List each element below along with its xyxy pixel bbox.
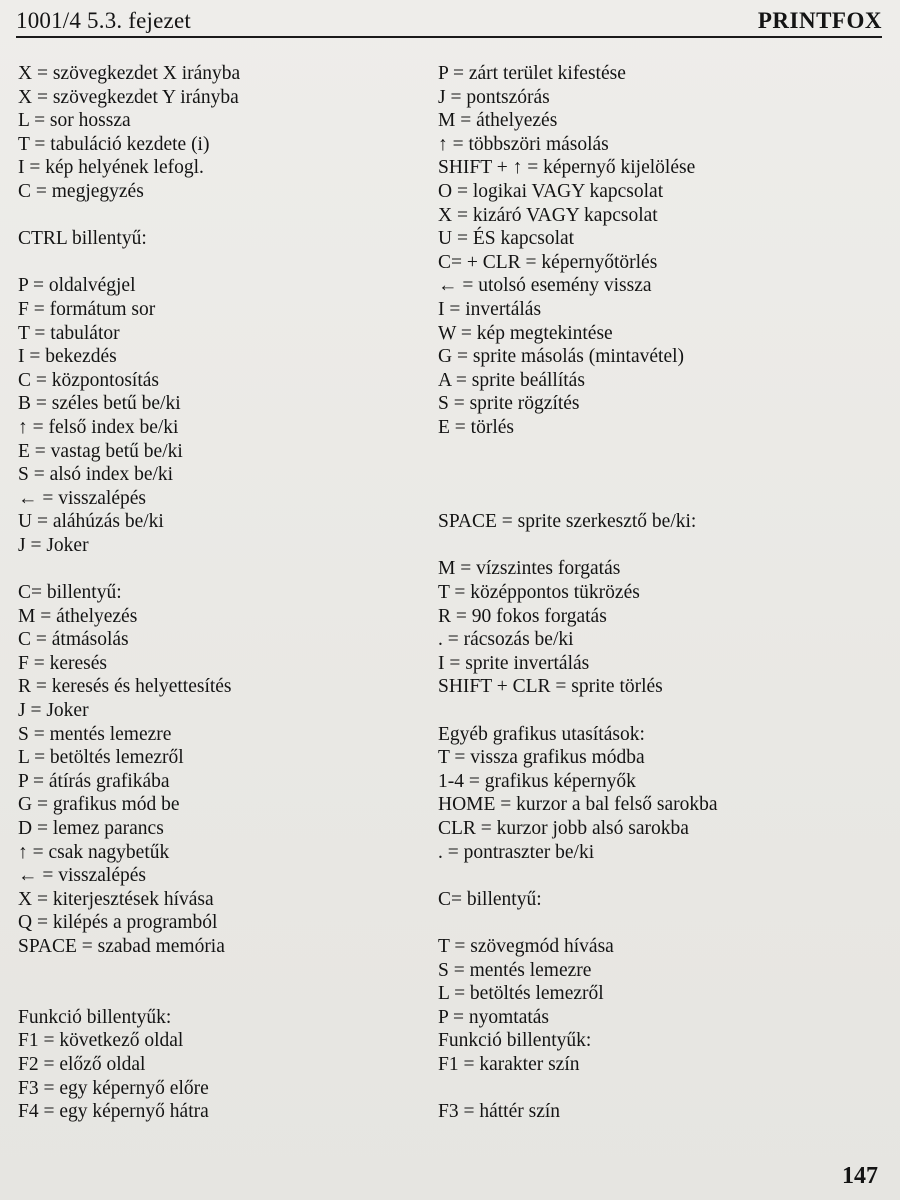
left-column-line: L = sor hossza — [18, 110, 131, 132]
right-column-spacer — [438, 864, 868, 888]
right-column-line: G = sprite másolás (mintavétel) — [438, 346, 685, 368]
left-column-line: R = keresés és helyettesítés — [18, 676, 232, 698]
right-column-line: SHIFT + CLR = sprite törlés — [438, 676, 663, 698]
left-column-line: E = vastag betű be/ki — [18, 440, 183, 462]
right-column-line: T = vissza grafikus módba — [438, 747, 645, 769]
left-column-line: B = széles betű be/ki — [18, 393, 181, 415]
left-column-line: CTRL billentyű: — [18, 228, 147, 250]
left-column-line: P = oldalvégjel — [18, 275, 136, 297]
left-column-spacer — [18, 959, 448, 983]
right-column-line: O = logikai VAGY kapcsolat — [438, 180, 664, 202]
left-column-line: D = lemez parancs — [18, 818, 164, 839]
right-column-line: M = áthelyezés — [438, 110, 558, 132]
right-column-line: C= + CLR = képernyőtörlés — [438, 251, 658, 273]
left-column-line: X = szövegkezdet X irányba — [18, 63, 241, 84]
left-column-line: X = szövegkezdet Y irányba — [18, 86, 239, 108]
right-column-spacer — [438, 534, 868, 558]
right-column-line: U = ÉS kapcsolat — [438, 228, 575, 250]
left-column-line: C= billentyű: — [18, 582, 122, 604]
left-column-line: ← = visszalépés — [18, 865, 146, 887]
left-column-line: C = átmásolás — [18, 629, 129, 651]
left-column-line: Funkció billentyűk: — [18, 1006, 172, 1028]
left-column-line: C = központosítás — [18, 369, 159, 391]
left-column-line: ← = visszalépés — [18, 487, 146, 509]
left-column-line: S = alsó index be/ki — [18, 464, 174, 486]
right-column-line: T = szövegmód hívása — [438, 935, 614, 957]
right-column-line: T = középpontos tükrözés — [438, 582, 640, 604]
left-column-line: G = grafikus mód be — [18, 794, 180, 816]
right-column-spacer — [438, 440, 868, 464]
right-column-line: L = betöltés lemezről — [438, 983, 604, 1005]
right-column-spacer — [438, 487, 868, 511]
left-column-line: ↑ = felső index be/ki — [18, 416, 179, 438]
right-column-line: . = rácsozás be/ki — [438, 629, 574, 651]
right-column-line: J = pontszórás — [438, 86, 550, 108]
page-header — [16, 6, 882, 38]
right-column-spacer — [438, 699, 868, 723]
right-column-line: F3 = háttér szín — [438, 1101, 561, 1123]
left-column-line: L = betöltés lemezről — [18, 747, 184, 769]
left-column-line: F = keresés — [18, 652, 107, 674]
left-column-line: P = átírás grafikába — [18, 770, 170, 792]
chapter-label: 1001/4 5.3. fejezet — [16, 8, 191, 33]
left-column-line: F4 = egy képernyő hátra — [18, 1101, 209, 1123]
left-column-line: T = tabuláció kezdete (i) — [18, 133, 210, 155]
left-column-line: SPACE = szabad memória — [18, 935, 225, 957]
left-column-line: F1 = következő oldal — [18, 1030, 184, 1052]
right-column-line: M = vízszintes forgatás — [438, 558, 621, 580]
right-column-line: ← = utolsó esemény vissza — [438, 275, 652, 297]
right-column-line: CLR = kurzor jobb alsó sarokba — [438, 818, 689, 839]
right-column-spacer — [438, 911, 868, 935]
left-column-line: J = Joker — [18, 534, 89, 556]
right-column-spacer — [438, 1077, 868, 1101]
left-column-line: C = megjegyzés — [18, 180, 144, 202]
right-column-line: Egyéb grafikus utasítások: — [438, 723, 645, 745]
left-column-spacer — [18, 204, 448, 228]
right-column-line: P = nyomtatás — [438, 1006, 550, 1028]
left-column-line: I = bekezdés — [18, 346, 117, 368]
left-column-line: T = tabulátor — [18, 322, 120, 344]
right-column-line: P = zárt terület kifestése — [438, 63, 626, 84]
left-column-line: I = kép helyének lefogl. — [18, 157, 204, 179]
page-number: 147 — [842, 1163, 878, 1189]
right-column-line: X = kizáró VAGY kapcsolat — [438, 204, 658, 226]
left-column-line: F3 = egy képernyő előre — [18, 1077, 209, 1099]
right-column-line: SPACE = sprite szerkesztő be/ki: — [438, 511, 697, 533]
right-column-line: C= billentyű: — [438, 888, 542, 910]
right-column-line: F1 = karakter szín — [438, 1053, 580, 1075]
right-column-line: I = sprite invertálás — [438, 652, 590, 674]
right-column-line: . = pontraszter be/ki — [438, 841, 595, 863]
right-column-line: S = sprite rögzítés — [438, 393, 580, 415]
left-column-spacer — [18, 557, 448, 581]
right-column-line: SHIFT + ↑ = képernyő kijelölése — [438, 157, 696, 179]
left-column-line: M = áthelyezés — [18, 605, 138, 627]
right-column-line: I = invertálás — [438, 298, 542, 320]
right-column-line: 1-4 = grafikus képernyők — [438, 770, 636, 792]
left-column-spacer — [18, 982, 448, 1006]
left-column-line: Q = kilépés a programból — [18, 912, 218, 934]
left-column-line: ↑ = csak nagybetűk — [18, 841, 170, 863]
left-column-line: X = kiterjesztések hívása — [18, 888, 214, 910]
right-column-line: Funkció billentyűk: — [438, 1030, 592, 1052]
product-title: PRINTFOX — [757, 8, 882, 33]
left-column-shortcuts — [18, 62, 448, 1124]
left-column-line: U = aláhúzás be/ki — [18, 511, 164, 533]
left-column-line: F2 = előző oldal — [18, 1053, 146, 1075]
right-column-line: HOME = kurzor a bal felső sarokba — [438, 794, 718, 816]
right-column-line: W = kép megtekintése — [438, 322, 613, 344]
left-column-spacer — [18, 251, 448, 275]
right-column-line: ↑ = többszöri másolás — [438, 133, 609, 155]
left-column-line: J = Joker — [18, 700, 89, 722]
right-column-line: S = mentés lemezre — [438, 959, 592, 981]
left-column-line: S = mentés lemezre — [18, 723, 172, 745]
right-column-line: E = törlés — [438, 416, 514, 438]
right-column-line: R = 90 fokos forgatás — [438, 605, 607, 627]
right-column-line: A = sprite beállítás — [438, 369, 585, 391]
right-column-shortcuts — [438, 62, 868, 1124]
right-column-spacer — [438, 463, 868, 487]
left-column-line: F = formátum sor — [18, 298, 156, 320]
